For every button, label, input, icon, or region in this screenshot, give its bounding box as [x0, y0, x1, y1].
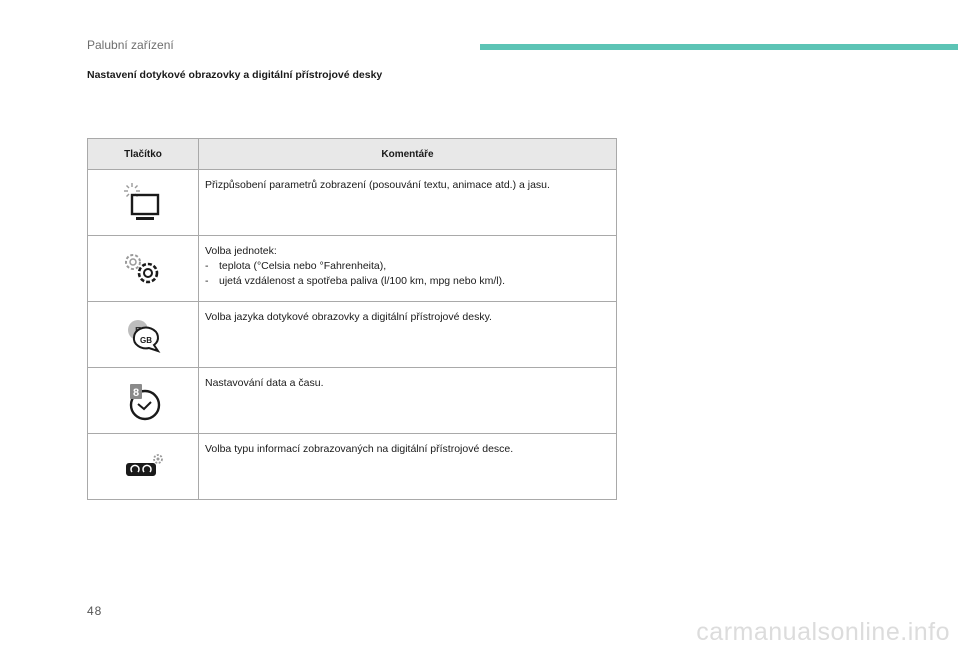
- settings-table: [87, 138, 617, 500]
- cluster-config-icon: [118, 447, 168, 487]
- header-title: Palubní zařízení: [87, 38, 174, 52]
- comment-cell: [199, 302, 617, 368]
- icon-cell: [88, 302, 199, 368]
- icon-cell: [88, 236, 199, 302]
- date-time-icon: [118, 379, 168, 423]
- icon-cell: [88, 170, 199, 236]
- list-item: - teplota (°Celsia nebo °Fahrenheita),: [205, 260, 387, 272]
- comment-cell: [199, 434, 617, 500]
- comment-text: Volba typu informací zobrazovaných na digitální přístrojové desce.: [205, 443, 514, 455]
- list-item: - ujetá vzdálenost a spotřeba paliva (l/100 km, mpg nebo km/l).: [205, 275, 505, 287]
- display-brightness-icon: [118, 181, 168, 225]
- icon-cell: [88, 368, 199, 434]
- table-row: [88, 302, 617, 368]
- comment-text: Nastavování data a času.: [205, 377, 324, 389]
- list-item-text: ujetá vzdálenost a spotřeba paliva (l/100 km, mpg nebo km/l).: [219, 275, 505, 287]
- table-row: [88, 434, 617, 500]
- comment-cell: [199, 368, 617, 434]
- comment-text: Volba jednotek:: [205, 245, 277, 257]
- comment-text: Volba jazyka dotykové obrazovky a digitální přístrojové desky.: [205, 311, 492, 323]
- list-item-text: teplota (°Celsia nebo °Fahrenheita),: [219, 260, 387, 272]
- table-header-row: [88, 139, 617, 170]
- comment-cell: [199, 170, 617, 236]
- column-header-button: Tlačítko: [88, 139, 199, 170]
- language-bubble-icon: [118, 315, 168, 355]
- comment-cell: [199, 236, 617, 302]
- table-row: [88, 368, 617, 434]
- table-row: [88, 236, 617, 302]
- column-header-comments: Komentáře: [199, 139, 617, 170]
- header-accent-bar: [480, 44, 958, 50]
- units-gears-icon: [118, 249, 168, 289]
- page-number: 48: [87, 604, 103, 618]
- comment-text: Přizpůsobení parametrů zobrazení (posouvání textu, animace atd.) a jasu.: [205, 179, 550, 191]
- icon-cell: [88, 434, 199, 500]
- icon-label: 8: [132, 386, 140, 399]
- section-title: Nastavení dotykové obrazovky a digitální přístrojové desky: [87, 69, 383, 81]
- watermark-text: carmanualsonline.info: [696, 618, 950, 646]
- icon-label: GB: [140, 335, 152, 345]
- table-row: [88, 170, 617, 236]
